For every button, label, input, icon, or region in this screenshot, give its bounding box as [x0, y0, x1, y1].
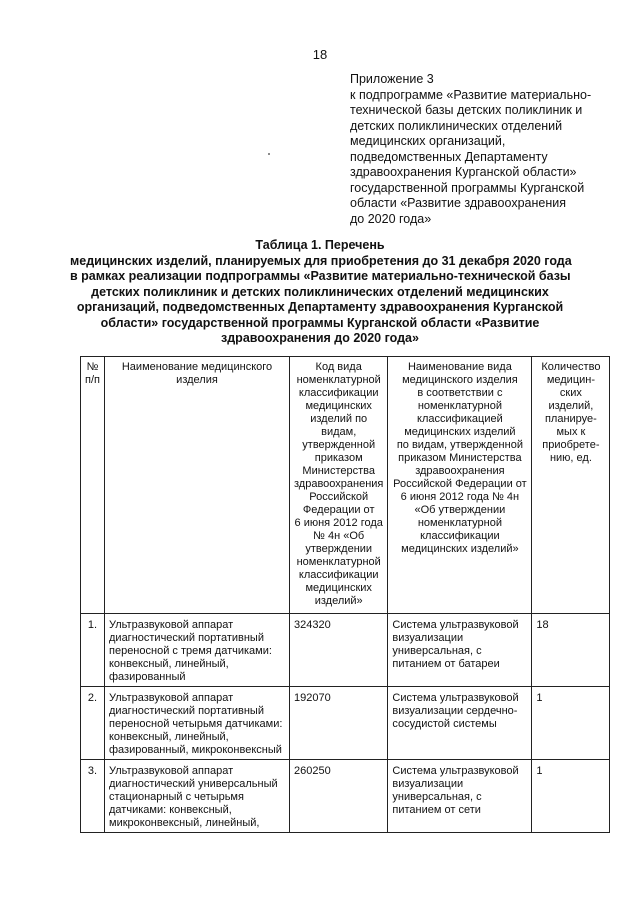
header-line: классификации: [298, 569, 379, 581]
header-line: приказом: [314, 452, 363, 464]
title-line: детских поликлиник и детских поликлинических отделений медицинских: [91, 284, 549, 299]
cell-line: диагностический портативный: [109, 632, 264, 644]
cell-line: визуализации: [392, 778, 464, 790]
cell-line: универсальная, с: [392, 791, 482, 803]
cell-line: сосудистой системы: [392, 718, 497, 730]
header-line: изделия: [176, 374, 218, 386]
medical-items-table: [80, 356, 610, 833]
cell-line: Система ультразвуковой: [392, 765, 519, 777]
header-line: № 4н «Об: [313, 530, 365, 542]
header-line: планируе-: [544, 413, 597, 425]
header-line: видам,: [321, 426, 357, 438]
cell-line: диагностический универсальный: [109, 778, 278, 790]
header-line: приказом Министерства: [398, 452, 522, 464]
table-title: [70, 238, 570, 347]
header-line: Российской: [309, 491, 369, 503]
title-line: области» государственной программы Курганской области «Развитие: [100, 315, 540, 330]
header-line: утвержденной: [302, 439, 376, 451]
header-kind-name: [388, 357, 532, 614]
row-kind-name: [388, 760, 532, 833]
header-line: медицинских изделий: [404, 426, 516, 438]
header-line: номенклатурной: [417, 400, 502, 412]
cell-line: диагностический портативный: [109, 705, 264, 717]
appendix-line: государственной программы Курганской: [350, 180, 585, 195]
appendix-line: технической базы детских поликлиник и: [350, 103, 583, 117]
header-line: здравоохранения: [415, 465, 505, 477]
cell-line: стационарный с четырьмя: [109, 791, 244, 803]
header-code: [290, 357, 388, 614]
header-quantity: [532, 357, 610, 614]
header-line: медицинского изделия: [402, 374, 518, 386]
table-row: [81, 760, 610, 833]
cell-line: фазированный, микроконвексный: [109, 744, 282, 756]
header-line: ских: [559, 387, 582, 399]
row-code: 192070: [290, 687, 388, 760]
title-line: здравоохранения до 2020 года»: [221, 331, 419, 345]
header-line: медицинских изделий»: [401, 543, 519, 555]
appendix-line: до 2020 года»: [350, 211, 432, 226]
header-number: [81, 357, 105, 614]
header-line: Код вида: [315, 361, 362, 373]
row-item-name: [105, 687, 290, 760]
header-line: изделий,: [548, 400, 594, 412]
header-line: Наименование вида: [407, 361, 512, 373]
table-row: [81, 614, 610, 687]
header-line: утверждении: [305, 543, 373, 555]
cell-line: Ультразвуковой аппарат: [109, 619, 234, 631]
header-line: медицинских: [305, 400, 372, 412]
header-line: 6 июня 2012 года: [294, 517, 383, 529]
row-code: 260250: [290, 760, 388, 833]
cell-line: Ультразвуковой аппарат: [109, 765, 234, 777]
row-number: 3.: [81, 760, 105, 833]
header-line: Количество: [541, 361, 601, 373]
title-line: в рамках реализации подпрограммы «Развитие материально-технической базы: [70, 269, 571, 283]
cell-line: переносной четырьмя датчиками:: [109, 718, 283, 730]
header-item-name: [105, 357, 290, 614]
row-code: 324320: [290, 614, 388, 687]
appendix-line: области «Развитие здравоохранения: [350, 196, 566, 210]
cell-line: Ультразвуковой аппарат: [109, 692, 234, 704]
row-number: 2.: [81, 687, 105, 760]
header-line: классификации: [420, 530, 500, 542]
cell-line: универсальная, с: [392, 645, 482, 657]
header-line: Российской Федерации от: [393, 478, 527, 490]
scan-speck: [268, 153, 270, 155]
appendix-line: Приложение 3: [350, 72, 434, 86]
header-line: номенклатурной: [296, 374, 381, 386]
page-number: 18: [312, 47, 328, 62]
title-line: Таблица 1. Перечень: [255, 238, 385, 252]
header-line: «Об утверждении: [414, 504, 506, 516]
header-line: мых к: [556, 426, 586, 438]
row-item-name: [105, 614, 290, 687]
header-line: п/п: [85, 374, 100, 386]
cell-line: Система ультразвуковой: [392, 692, 519, 704]
header-line: медицинских: [305, 582, 372, 594]
header-line: номенклатурной: [417, 517, 502, 529]
cell-line: микроконвексный, линейный,: [109, 817, 260, 829]
appendix-line: подведомственных Департаменту: [350, 149, 548, 164]
header-line: по видам, утвержденной: [396, 439, 523, 451]
cell-line: фазированный: [109, 671, 186, 683]
header-line: изделий по: [310, 413, 368, 425]
cell-line: визуализации: [392, 632, 464, 644]
appendix-note: [350, 72, 620, 227]
title-line: медицинских изделий, планируемых для приобретения до 31 декабря 2020 года: [70, 253, 572, 268]
header-line: Федерации от: [302, 504, 375, 516]
header-line: приобрете-: [542, 439, 600, 451]
header-line: изделий»: [314, 595, 363, 607]
header-line: номенклатурной: [296, 556, 381, 568]
appendix-line: к подпрограмме «Развитие материально-: [350, 87, 592, 102]
row-quantity: 1: [532, 760, 610, 833]
header-line: классификации: [298, 387, 379, 399]
header-line: №: [86, 361, 99, 373]
header-line: медицин-: [546, 374, 595, 386]
cell-line: датчиками: конвексный,: [109, 804, 232, 816]
cell-line: визуализации сердечно-: [392, 705, 518, 717]
cell-line: переносной с тремя датчиками:: [109, 645, 272, 657]
cell-line: конвексный, линейный,: [109, 658, 229, 670]
appendix-line: здравоохранения Курганской области»: [350, 165, 577, 179]
appendix-line: детских поликлинических отделений: [350, 118, 563, 133]
header-line: классификацией: [417, 413, 503, 425]
row-kind-name: [388, 687, 532, 760]
cell-line: конвексный, линейный,: [109, 731, 229, 743]
row-number: 1.: [81, 614, 105, 687]
header-line: Наименование медицинского: [121, 361, 273, 373]
cell-line: питанием от сети: [392, 804, 481, 816]
table-header-row: [81, 357, 610, 614]
row-quantity: 1: [532, 687, 610, 760]
appendix-line: медицинских организаций,: [350, 134, 506, 148]
table-row: [81, 687, 610, 760]
cell-line: питанием от батареи: [392, 658, 500, 670]
title-line: организаций, подведомственных Департаменту здравоохранения Курганской: [76, 300, 564, 314]
header-line: здравоохранения: [294, 478, 384, 490]
row-quantity: 18: [532, 614, 610, 687]
header-line: 6 июня 2012 года № 4н: [400, 491, 520, 503]
cell-line: Система ультразвуковой: [392, 619, 519, 631]
row-kind-name: [388, 614, 532, 687]
row-item-name: [105, 760, 290, 833]
header-line: нию, ед.: [549, 452, 592, 464]
header-line: в соответствии с: [417, 387, 503, 399]
header-line: Министерства: [302, 465, 375, 477]
